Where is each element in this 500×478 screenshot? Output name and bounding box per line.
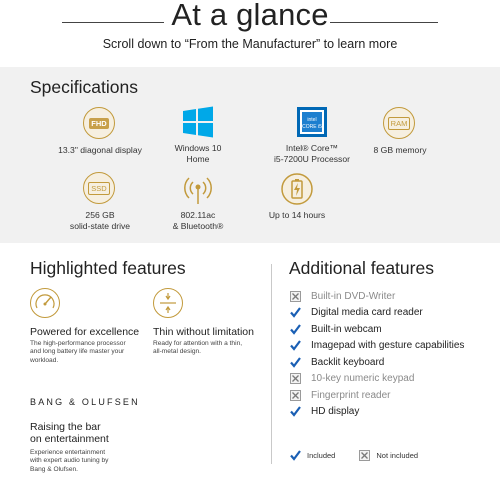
spec-battery xyxy=(242,172,352,221)
section-divider xyxy=(271,264,272,464)
checkmark-icon xyxy=(290,324,301,335)
not-included-icon xyxy=(290,291,301,302)
spec-processor-label: Intel® Core™ i5-7200U Processor xyxy=(274,143,350,164)
list-item: 10-key numeric keypad xyxy=(290,371,495,388)
not-included-icon xyxy=(359,450,370,461)
list-item: Built-in DVD-Writer xyxy=(290,288,495,305)
list-item: Imagepad with gesture capabilities xyxy=(290,338,495,355)
speedometer-icon xyxy=(30,288,60,318)
spec-battery-label: Up to 14 hours xyxy=(268,210,326,220)
list-item: Built-in webcam xyxy=(290,321,495,338)
intel-core-i5-badge-icon xyxy=(295,105,329,139)
page-subtitle: Scroll down to “From the Manufacturer” to learn more xyxy=(102,37,398,51)
thin-profile-icon xyxy=(153,288,183,318)
spec-os-label: Windows 10 Home xyxy=(174,143,222,164)
checkmark-icon xyxy=(290,357,301,368)
specifications-title: Specifications xyxy=(30,77,138,97)
windows-logo-icon xyxy=(181,105,215,139)
checkmark-icon xyxy=(290,340,301,351)
spec-storage-label: 256 GB solid-state drive xyxy=(69,210,131,231)
highlighted-features-title: Highlighted features xyxy=(30,258,186,278)
page-title: At a glance xyxy=(171,0,329,32)
list-item: Backlit keyboard xyxy=(290,354,495,371)
spec-display-label: 13.3" diagonal display xyxy=(58,145,142,155)
features-section xyxy=(0,244,500,478)
specifications-section xyxy=(0,67,500,243)
feature-thin-desc: Ready for attention with a thin, all-metal design. xyxy=(153,340,243,356)
list-item: Fingerprint reader xyxy=(290,387,495,404)
feature-thin-title: Thin without limitation xyxy=(153,326,254,338)
additional-features-title: Additional features xyxy=(289,258,434,278)
features-legend xyxy=(290,450,418,461)
ssd-drive-icon: SSD xyxy=(83,172,117,206)
additional-features-list xyxy=(290,288,495,420)
spec-display xyxy=(45,107,155,156)
header-rule-right xyxy=(330,22,438,23)
spec-wireless-label: 802.11ac & Bluetooth® xyxy=(172,210,224,231)
checkmark-icon xyxy=(290,406,301,417)
list-item: HD display xyxy=(290,404,495,421)
legend-not-included-label: Not included xyxy=(376,451,419,460)
ram-chip-icon: RAM xyxy=(383,107,417,141)
audio-feature-title: Raising the bar on entertainment xyxy=(30,421,109,445)
wireless-antenna-icon xyxy=(181,172,215,206)
checkmark-icon xyxy=(290,307,301,318)
not-included-icon xyxy=(290,373,301,384)
spec-wireless xyxy=(143,172,253,232)
feature-powered-desc: The high-performance processor and long battery life master your workload. xyxy=(30,340,126,364)
svg-text:intel: intel xyxy=(307,117,317,123)
audio-feature-desc: Experience entertainment with expert audio tuning by Bang & Olufsen. xyxy=(30,449,109,473)
at-a-glance-header xyxy=(0,0,500,66)
svg-text:CORE i5: CORE i5 xyxy=(302,124,322,130)
fhd-display-icon: FHD xyxy=(83,107,117,141)
checkmark-icon xyxy=(290,450,301,461)
spec-memory-label: 8 GB memory xyxy=(373,145,427,155)
spec-os xyxy=(143,105,253,165)
list-item: Digital media card reader xyxy=(290,305,495,322)
bang-olufsen-logo: BANG & OLUFSEN xyxy=(30,397,140,407)
spec-memory xyxy=(345,107,455,156)
spec-storage xyxy=(45,172,155,232)
feature-powered-title: Powered for excellence xyxy=(30,326,140,338)
battery-clock-icon xyxy=(280,172,314,206)
legend-included-label: Included xyxy=(307,451,336,460)
not-included-icon xyxy=(290,390,301,401)
